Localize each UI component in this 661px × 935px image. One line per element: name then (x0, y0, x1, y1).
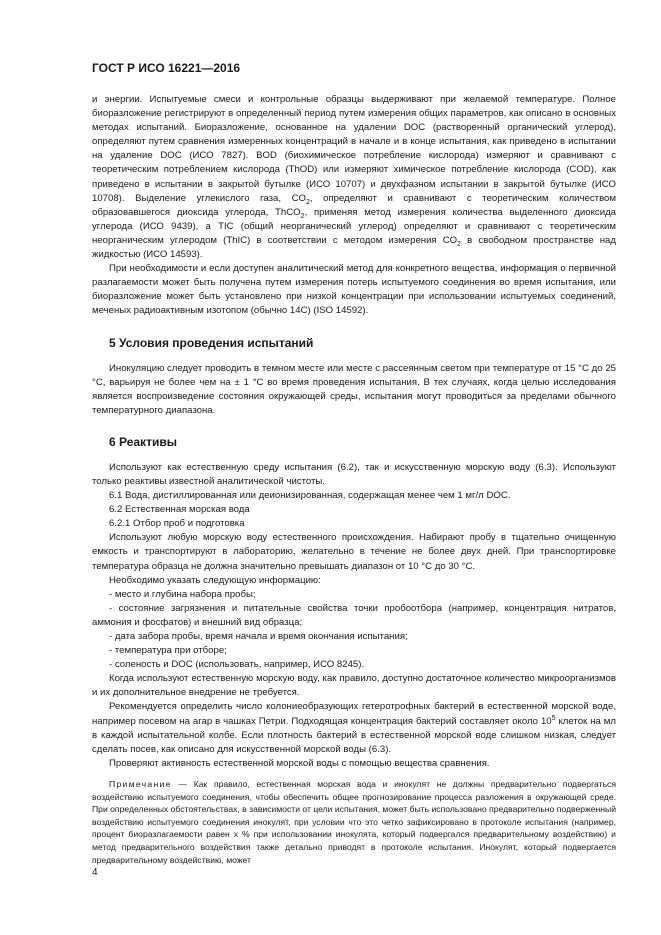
section-6-paragraph-3: Необходимо указать следующую информацию: (109, 574, 321, 586)
note-label: Примечание (109, 778, 172, 789)
subscript: 2 (300, 212, 305, 220)
note-dash: — (171, 778, 194, 789)
clause-6-2-1: 6.2.1 Отбор проб и подготовка (109, 518, 245, 530)
list-item: - соленость и DOC (использовать, например, ИСО 8245). (109, 659, 365, 671)
list-item: - дата забора пробы, время начала и время окончания испытания; (109, 631, 408, 642)
clause-6-2: 6.2 Естественная морская вода (109, 504, 250, 516)
note-text: Как правило, естественная морская вода и инокулят не должны предварительно подвергаться воздействию испытуемого соединения, чтобы обеспечить общее прогнозирование процесса разложения в окружающей среде. При определенных обстоятельствах, в зависимости от цели испытания, может быть использовано предварительно подверженный воздействию испытуемого соединения инокулят, при условии что это четко зафиксировано в протоколе испытания (например, процент биоразлагаемости равен x % при использовании инокулята, который подвергался предварительному воздействию) и метод предварительного воздействия также детально приводят в протоколе испытания. Инокулят, который подвергается предварительному воздействию, может (92, 778, 616, 865)
document-header: ГОСТ Р ИСО 16221—2016 (92, 61, 241, 75)
section-5-paragraph: Инокуляцию следует проводить в темном месте или месте с рассеянным светом при температуре от 15 °С до 25 °С, варьируя не более чем на ± 1 °С во время проведения испытания. В тех случаях, когда целью исследования является воспроизведение состояния окружающей среды, испытания могут проводиться за пределами обычного температурного диапазона. (92, 362, 616, 416)
clause-6-1: 6.1 Вода, дистиллированная или деионизированная, содержащая менее чем 1 мг/л DOC. (109, 490, 511, 502)
intro-paragraph-2: При необходимости и если доступен аналитический метод для конкретного вещества, информация о первичной разлагаемости может быть получена путем измерения потерь испытуемого соединения во время испытания, или биоразложение может быть установлено при низкой концентрации при использовании испытуемых соединений, меченых радиоактивным изотопом (обычно 14С) (ISO 14592). (92, 263, 616, 317)
note-paragraph (92, 778, 616, 866)
section-6-paragraph-1: Используют как естественную среду испытания (6.2), так и искусственную морскую воду (6.3). Используют только реактивы известной аналитической чистоты. (92, 461, 616, 487)
document-body (92, 93, 616, 866)
subscript: 2 (305, 198, 310, 206)
section-6-title: 6 Реактивы (109, 434, 177, 449)
intro-text-a: и энергии. Испытуемые смеси и контрольные образцы выдерживают при желаемой температуре. Полное биоразложение регистрируют в определенный период путем измерения общих параметров, как описано в основных методах испытаний. Биоразложение, основанное на удалении DOC (растворенный органический углерод), определяют путем сравнения измеренных концентраций в начале и в конце испытания, как приведено в испытании на удаление DOC (ИСО 7827). BOD (биохимическое потребление кислорода) измеряют и сравнивают с теоретическим потреблением кислорода (ThOD) или измеряют химическое потребление кислорода (COD), как приведено в испытании в закрытой бутылке (ИСО 10707) и двухфазном испытании в закрытой бутылке (ИСО 10708). Выделение углекислого газа, CO (92, 94, 616, 204)
intro-text-c: , применяя метод измерения количества выделенного диоксида углерода (ИСО 9439), а TIC (общий неорганический углерод) определяют и сравнивают с теоретическим неорганическим углеродом (ThIC) в соответствии с методом измерения CO (92, 206, 616, 246)
intro-paragraph-1 (92, 93, 616, 262)
section-6-paragraph-6: Проверяют активность естественной морской воды с помощью вещества сравнения. (109, 757, 490, 769)
section-5-title: 5 Условия проведения испытаний (109, 335, 314, 350)
section-6-paragraph-5 (92, 700, 616, 756)
page-number: 4 (92, 867, 98, 878)
section-6-paragraph-2: Используют любую морскую воду естественного происхождения. Набирают пробу в тщательно очищенную емкость и транспортируют в лабораторию, желательно в течение не более двух дней. При транспортировке температура образца не должна значительно превышать диапазон от 10 °С до 30 °С. (92, 532, 616, 572)
paragraph-text-b: клеток на мл в каждой испытательной колбе. Если плотность бактерий в естественной морской воде слишком низкая, следует сделать посев, как описано для искусственной морской воды (6.3). (92, 715, 616, 755)
intro-text-b: , определяют и сравнивают с теоретическим количеством образовавшегося диоксида углерода, ThCO (92, 192, 616, 218)
paragraph-text-a: Рекомендуется определить число колониеобразующих гетеротрофных бактерий в естественной морской воде, например посевом на агар в чашках Петри. Подходящая концентрация бактерий составляет около 10 (92, 701, 616, 727)
intro-text-d: в свободном пространстве над жидкостью (ИСО 14593). (92, 234, 616, 261)
list-item: - состояние загрязнения и питательные свойства точки пробоотбора (например, концентрация нитратов, аммония и фосфатов) и внешний вид образца; (92, 602, 616, 628)
list-item: - место и глубина набора пробы; (109, 588, 256, 600)
subscript: 2 (457, 240, 462, 248)
note-block (92, 778, 616, 866)
superscript: 5 (551, 714, 556, 722)
list-item: - температура при отборе; (109, 645, 227, 657)
section-6-paragraph-4: Когда используют естественную морскую воду, как правило, доступно достаточное количество микроорганизмов и их дополнительное внедрение не требуется. (92, 673, 616, 699)
